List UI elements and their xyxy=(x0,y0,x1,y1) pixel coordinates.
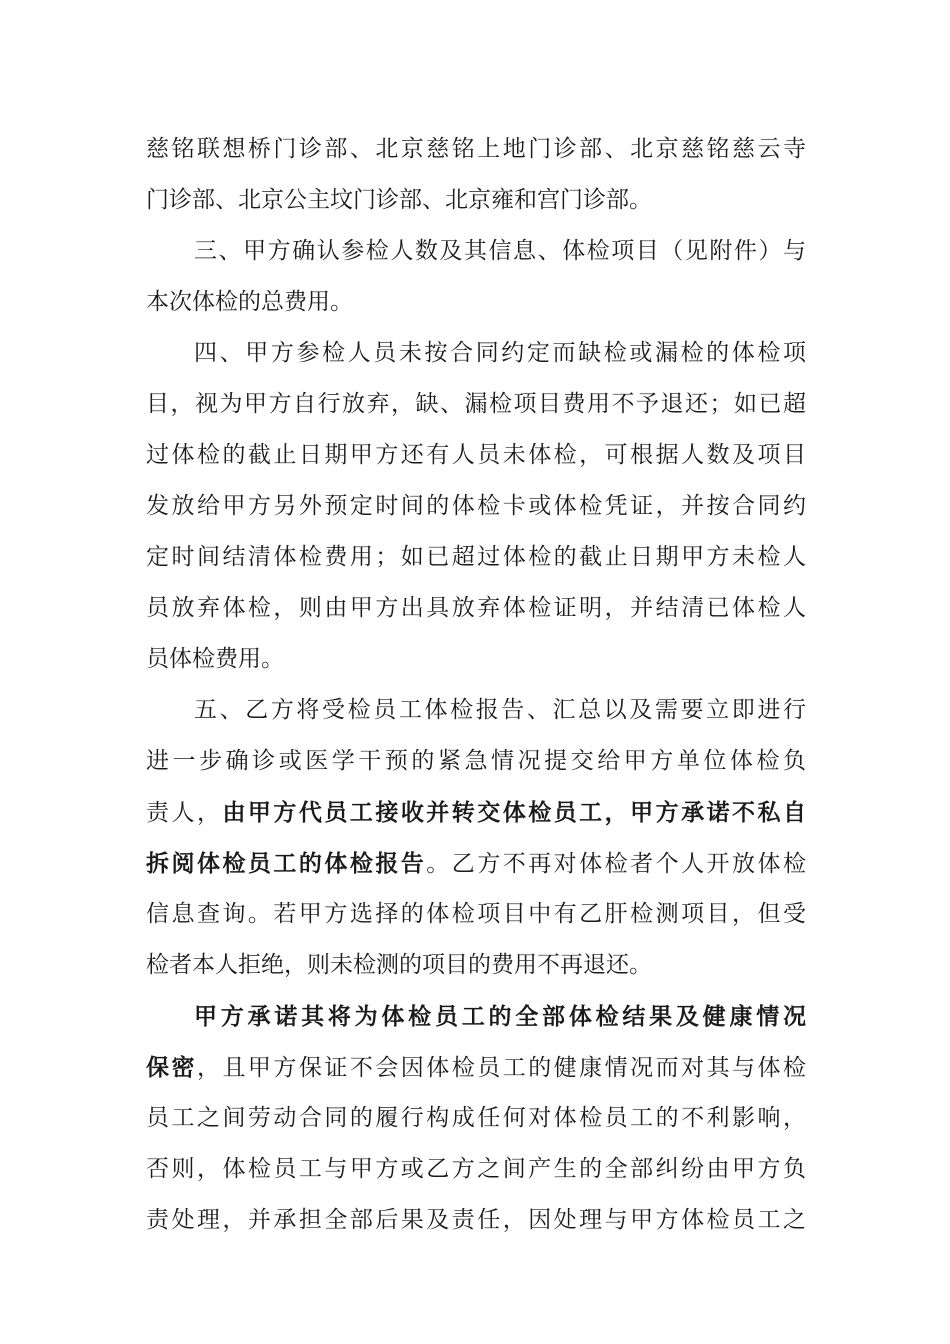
text-line xyxy=(146,124,806,175)
bold-text-segment: 保密 xyxy=(146,1054,197,1081)
text-segment: 过体检的截止日期甲方还有人员未体检，可根据人数及项目 xyxy=(146,442,806,468)
text-segment: 发放给甲方另外预定时间的体检卡或体检凭证，并按合同约 xyxy=(146,493,806,519)
text-segment: 目，视为甲方自行放弃，缺、漏检项目费用不予退还；如已超 xyxy=(146,391,806,417)
text-line xyxy=(146,838,806,889)
text-line xyxy=(146,889,806,940)
text-line xyxy=(146,1195,806,1246)
text-segment: 员放弃体检，则由甲方出具放弃体检证明，并结清已体检人 xyxy=(146,595,806,621)
text-segment: 员工之间劳动合同的履行构成任何对体检员工的不利影响， xyxy=(146,1105,806,1131)
text-line xyxy=(146,940,806,991)
text-line xyxy=(146,991,806,1042)
bold-text-segment: 甲方承诺其将为体检员工的全部体检结果及健康情况 xyxy=(194,1003,806,1030)
text-segment: 定时间结清体检费用；如已超过体检的截止日期甲方未检人 xyxy=(146,544,806,570)
text-line xyxy=(146,685,806,736)
text-segment: 责处理，并承担全部后果及责任，因处理与甲方体检员工之 xyxy=(146,1207,806,1233)
text-line xyxy=(146,736,806,787)
text-segment: 四、甲方参检人员未按合同约定而缺检或漏检的体检项 xyxy=(194,340,806,366)
text-segment: 本次体检的总费用。 xyxy=(146,289,353,315)
text-line xyxy=(146,583,806,634)
text-segment: 三、甲方确认参检人数及其信息、体检项目（见附件）与 xyxy=(194,238,806,264)
text-segment: 五、乙方将受检员工体检报告、汇总以及需要立即进行 xyxy=(194,697,806,723)
text-line xyxy=(146,532,806,583)
text-line xyxy=(146,787,806,838)
text-segment: 责人， xyxy=(146,800,223,826)
text-line xyxy=(146,226,806,277)
text-segment: 否则，体检员工与甲方或乙方之间产生的全部纠纷由甲方负 xyxy=(146,1156,806,1182)
text-line xyxy=(146,1144,806,1195)
text-line xyxy=(146,277,806,328)
text-segment: 。乙方不再对体检者个人开放体检 xyxy=(426,851,807,877)
text-segment: 门诊部、北京公主坟门诊部、北京雍和宫门诊部。 xyxy=(146,187,652,213)
bold-text-segment: 拆阅体检员工的体检报告 xyxy=(146,850,427,877)
text-line xyxy=(146,634,806,685)
text-segment: ，且甲方保证不会因体检员工的健康情况而对其与体检 xyxy=(196,1055,807,1081)
text-line xyxy=(146,481,806,532)
text-line xyxy=(146,430,806,481)
text-line xyxy=(146,175,806,226)
text-segment: 员体检费用。 xyxy=(146,646,284,672)
document-body xyxy=(146,124,806,1246)
text-line xyxy=(146,379,806,430)
text-line xyxy=(146,1093,806,1144)
text-segment: 信息查询。若甲方选择的体检项目中有乙肝检测项目，但受 xyxy=(146,901,806,927)
text-segment: 进一步确诊或医学干预的紧急情况提交给甲方单位体检负 xyxy=(146,748,806,774)
text-line xyxy=(146,1042,806,1093)
text-segment: 慈铭联想桥门诊部、北京慈铭上地门诊部、北京慈铭慈云寺 xyxy=(146,136,806,162)
text-segment: 检者本人拒绝，则未检测的项目的费用不再退还。 xyxy=(146,952,652,978)
bold-text-segment: 由甲方代员工接收并转交体检员工，甲方承诺不私自 xyxy=(222,799,807,826)
text-line xyxy=(146,328,806,379)
